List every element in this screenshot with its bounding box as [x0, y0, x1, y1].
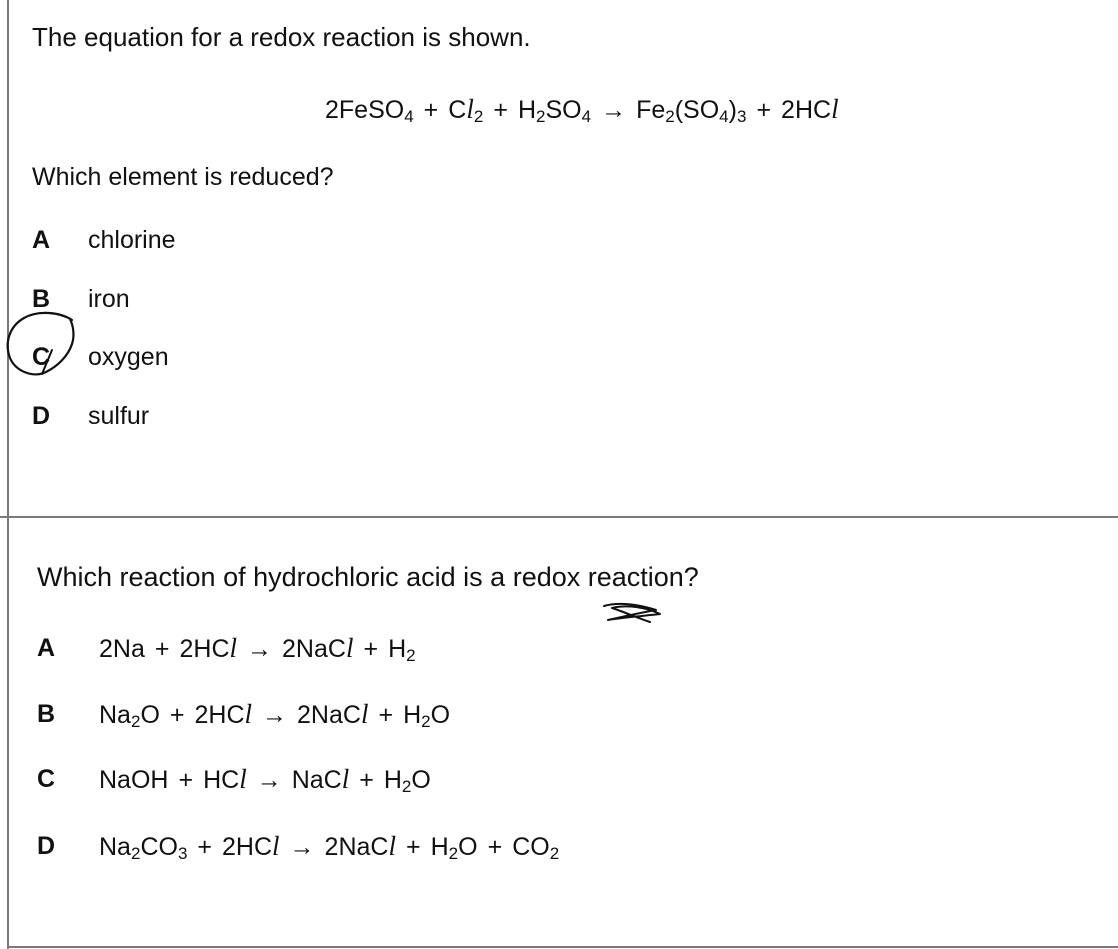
option-text: sulfur [88, 402, 150, 430]
equation-term-2: $Cl_2$ [448, 94, 484, 126]
bottom-border [7, 946, 1118, 948]
redox-equation [325, 94, 839, 125]
left-border-bottom [7, 518, 9, 949]
option-letter: C [32, 343, 51, 371]
option-equation: $Na_2O + 2HCl$ → 2NaCl + $H_2O$ [99, 699, 451, 731]
option-equation: $Na_2CO_3 + 2HCl$ → 2NaCl + $H_2O + CO_2$ [99, 831, 560, 863]
equation-term-5: 2HCl [781, 94, 839, 124]
plus-sign: + [423, 96, 439, 124]
option-letter: B [32, 285, 51, 313]
option-letter: D [32, 402, 51, 430]
question-divider [0, 516, 1118, 518]
option-letter: C [37, 765, 56, 793]
plus-sign: + [756, 96, 772, 124]
question-1-prompt: Which element is reduced? [32, 163, 334, 191]
equation-term-3: $H_2SO_4$ [517, 96, 592, 126]
plus-sign: + [493, 96, 508, 124]
left-border-top [7, 0, 9, 518]
option-text: oxygen [88, 343, 169, 371]
option-equation: NaOH + HCl → NaCl + $H_2O$ [99, 764, 431, 796]
option-letter: B [37, 700, 56, 728]
option-letter: A [37, 634, 56, 662]
option-text: chlorine [88, 226, 176, 254]
option-letter: A [32, 226, 51, 254]
question-2-stem: Which reaction of hydrochloric acid is a redox reaction? [37, 562, 699, 592]
question-1-stem: The equation for a redox reaction is shown. [32, 22, 531, 52]
option-text: iron [88, 285, 130, 313]
hand-drawn-scribble-icon [598, 598, 668, 628]
equation-term-1: 2FeSO$_4$ [325, 96, 414, 126]
option-equation: 2Na + 2HCl → 2NaCl + $H_2$ [99, 633, 416, 665]
option-letter: D [37, 832, 56, 860]
equation-term-4: $Fe_2(SO_4)_3$ [636, 96, 747, 126]
reaction-arrow: → [601, 96, 627, 124]
